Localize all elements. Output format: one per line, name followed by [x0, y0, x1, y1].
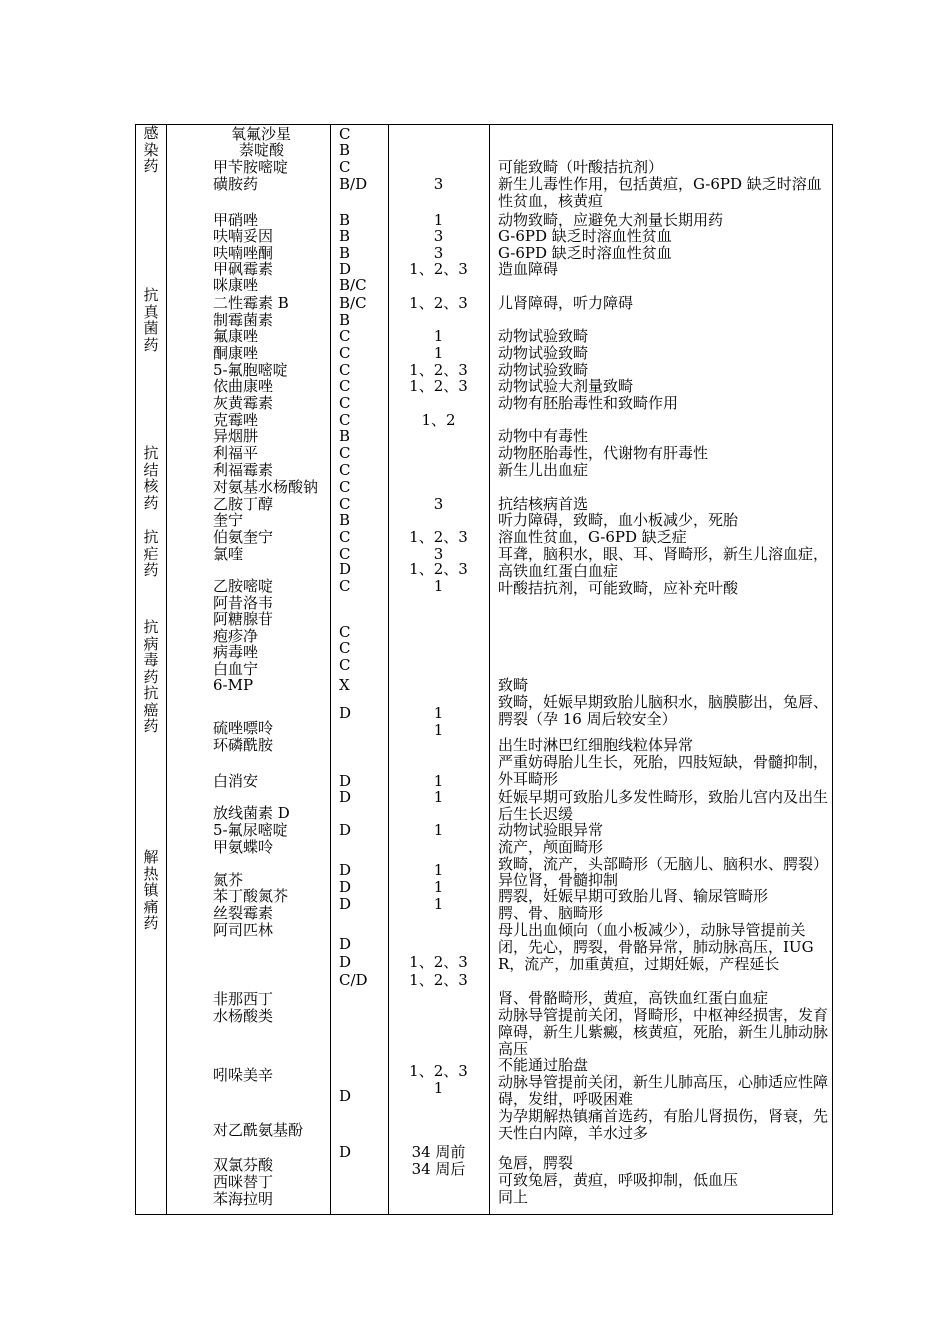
- fda-grade: X: [339, 676, 350, 694]
- adverse-effect-note: G-6PD 缺乏时溶血性贫血: [498, 227, 672, 245]
- fda-grade: C: [339, 377, 351, 395]
- pregnancy-stage: 1: [433, 721, 444, 739]
- fda-grade: D: [339, 260, 352, 278]
- pregnancy-stage: 1: [433, 211, 444, 229]
- fda-grade: D: [339, 953, 352, 971]
- drug-name: 5-氟胞嘧啶: [213, 361, 288, 379]
- adverse-effect-note: 听力障碍，致畸，血小板减少，死胎: [498, 511, 739, 529]
- drug-name: 环磷酰胺: [213, 736, 274, 754]
- adverse-effect-note: 肾、骨骼畸形，黄疸，高铁血红蛋白血症: [498, 989, 769, 1007]
- fda-grade: B: [339, 311, 351, 329]
- pregnancy-stage: 1: [433, 861, 444, 879]
- drug-name: 疱疹净: [213, 627, 259, 645]
- fda-grade: C: [339, 158, 351, 176]
- drug-name: 水杨酸类: [213, 1007, 274, 1025]
- adverse-effect-note: 动物试验大剂量致畸: [498, 377, 634, 395]
- fda-grade: C/D: [339, 971, 368, 989]
- pregnancy-stage: 1、2: [421, 411, 456, 429]
- pregnancy-stage: 1、2、3: [409, 260, 468, 278]
- fda-grade: C: [339, 639, 351, 657]
- drug-name: 6-MP: [213, 676, 254, 694]
- fda-grade: C: [339, 394, 351, 412]
- fda-grade: D: [339, 1143, 352, 1161]
- fda-grade: C: [339, 361, 351, 379]
- pregnancy-stage: 3: [433, 244, 444, 262]
- adverse-effect-note: 为孕期解热镇痛首选药，有胎儿肾损伤，肾衰，先天性白内障，羊水过多: [498, 1107, 829, 1142]
- pregnancy-stage: 1、2、3: [409, 361, 468, 379]
- drug-name: 甲苄胺嘧啶: [213, 158, 289, 176]
- category-label: 解热镇痛药: [143, 848, 159, 932]
- drug-name: 氧氟沙星: [231, 125, 292, 143]
- adverse-effect-note: 出生时淋巴红细胞线粒体异常: [498, 736, 694, 754]
- pregnancy-stage: 1、2、3: [409, 528, 468, 546]
- drug-name: 奎宁: [213, 511, 244, 529]
- drug-name: 乙胺丁醇: [213, 495, 274, 513]
- drug-name: 硫唑嘌呤: [213, 719, 274, 737]
- fda-grade: D: [339, 878, 352, 896]
- adverse-effect-note: 动物中有毒性: [498, 427, 589, 445]
- pregnancy-stage: 1: [433, 788, 444, 806]
- adverse-effect-note: 动物试验致畸: [498, 327, 589, 345]
- pregnancy-stage: 34 周后: [411, 1160, 466, 1178]
- fda-grade: B: [339, 211, 351, 229]
- drug-name: 对乙酰氨基酚: [213, 1121, 304, 1139]
- fda-grade: C: [339, 528, 351, 546]
- drug-name: 5-氟尿嘧啶: [213, 821, 288, 839]
- adverse-effect-note: 新生儿出血症: [498, 461, 589, 479]
- adverse-effect-note: 动物试验致畸: [498, 361, 589, 379]
- adverse-effect-note: 致畸，流产，头部畸形（无脑儿、脑积水、腭裂）: [498, 855, 829, 873]
- category-label: 抗真菌药: [143, 286, 159, 354]
- adverse-effect-note: G-6PD 缺乏时溶血性贫血: [498, 244, 672, 262]
- drug-name: 制霉菌素: [213, 311, 274, 329]
- adverse-effect-note: 叶酸拮抗剂，可能致畸，应补充叶酸: [498, 579, 739, 597]
- pregnancy-stage: 1: [433, 821, 444, 839]
- fda-grade: D: [339, 704, 352, 722]
- drug-name-column: [166, 125, 330, 1214]
- adverse-effect-note: 动脉导管提前关闭，肾畸形，中枢神经损害，发育障碍，新生儿紫癜，核黄疸，死胎，新生儿肺动脉高压: [498, 1006, 829, 1058]
- fda-grade: C: [339, 444, 351, 462]
- adverse-effect-note: 溶血性贫血，G-6PD 缺乏症: [498, 528, 687, 546]
- drug-name: 呋喃唑酮: [213, 244, 274, 262]
- drug-name: 氮芥: [213, 871, 244, 889]
- drug-name: 氟康唑: [213, 327, 259, 345]
- pregnancy-stage: 1: [433, 344, 444, 362]
- drug-name: 利福平: [213, 444, 259, 462]
- drug-name: 苯海拉明: [213, 1190, 274, 1208]
- adverse-effect-note: 不能通过胎盘: [498, 1056, 589, 1074]
- adverse-effect-note: 造血障碍: [498, 260, 559, 278]
- drug-name: 吲哚美辛: [213, 1066, 274, 1084]
- fda-grade: C: [339, 461, 351, 479]
- fda-grade: C: [339, 344, 351, 362]
- pregnancy-stage: 34 周前: [411, 1143, 466, 1161]
- drug-name: 伯氨奎宁: [213, 528, 274, 546]
- drug-name: 阿昔洛韦: [213, 594, 274, 612]
- fda-grade: D: [339, 772, 352, 790]
- fda-grade: D: [339, 788, 352, 806]
- fda-grade: C: [339, 411, 351, 429]
- drug-name: 白血宁: [213, 660, 259, 678]
- fda-grade: B: [339, 227, 351, 245]
- adverse-effect-note: 腭、骨、脑畸形: [498, 904, 604, 922]
- adverse-effect-note: 新生儿毒性作用，包括黄疸，G-6PD 缺乏时溶血性贫血，核黄疸: [498, 175, 822, 210]
- pregnancy-stage: 3: [433, 227, 444, 245]
- drug-name: 白消安: [213, 772, 259, 790]
- pregnancy-stage-column: [388, 125, 489, 1214]
- pregnancy-stage: 1: [433, 878, 444, 896]
- fda-grade: B: [339, 511, 351, 529]
- drug-name: 呋喃妥因: [213, 227, 274, 245]
- drug-name: 双氯芬酸: [213, 1156, 274, 1174]
- drug-name: 非那西丁: [213, 990, 274, 1008]
- drug-name: 克霉唑: [213, 411, 259, 429]
- category-column: [136, 125, 166, 1214]
- drug-name: 灰黄霉素: [213, 394, 274, 412]
- adverse-effect-note: 流产，颅面畸形: [498, 838, 604, 856]
- drug-name: 对氨基水杨酸钠: [213, 478, 319, 496]
- adverse-effect-note: 耳聋，脑积水，眼、耳、肾畸形，新生儿溶血症，高铁血红蛋白血症: [498, 545, 829, 580]
- adverse-effect-note: 妊娠早期可致胎儿多发性畸形，致胎儿宫内及出生后生长迟缓: [498, 788, 829, 823]
- drug-name: 咪康唑: [213, 276, 259, 294]
- drug-name: 二性霉素 B: [213, 294, 289, 312]
- adverse-effect-note: 动物试验眼异常: [498, 821, 604, 839]
- drug-name: 磺胺药: [213, 175, 259, 193]
- drug-name: 依曲康唑: [213, 377, 274, 395]
- adverse-effect-note: 儿肾障碍，听力障碍: [498, 294, 634, 312]
- drug-name: 萘啶酸: [239, 141, 285, 159]
- adverse-effect-note: 母儿出血倾向（血小板减少），动脉导管提前关闭，先心，腭裂，骨骼异常，肺动脉高压，IUGR，流产，加重黄疸，过期妊娠，产程延长: [498, 921, 814, 973]
- pregnancy-stage: 1: [433, 327, 444, 345]
- category-label: 抗癌药: [143, 684, 159, 735]
- drug-name: 氯喹: [213, 545, 244, 563]
- fda-grade: C: [339, 327, 351, 345]
- adverse-effect-column: [489, 125, 834, 1214]
- fda-grade: C: [339, 623, 351, 641]
- fda-grade: C: [339, 478, 351, 496]
- adverse-effect-note: 可致兔唇，黄疸，呼吸抑制，低血压: [498, 1171, 739, 1189]
- adverse-effect-note: 动物胚胎毒性，代谢物有肝毒性: [498, 444, 709, 462]
- pregnancy-stage: 1: [433, 895, 444, 913]
- adverse-effect-note: 严重妨碍胎儿生长，死胎，四肢短缺，骨髓抑制，外耳畸形: [498, 753, 829, 788]
- pregnancy-stage: 1、2、3: [409, 294, 468, 312]
- adverse-effect-note: 同上: [498, 1188, 529, 1206]
- drug-name: 病毒唑: [213, 643, 259, 661]
- pregnancy-stage: 3: [433, 175, 444, 193]
- pregnancy-stage: 1、2、3: [409, 1062, 468, 1080]
- adverse-effect-note: 动脉导管提前关闭，新生儿肺高压，心肺适应性障碍，发绀，呼吸困难: [498, 1073, 829, 1108]
- adverse-effect-note: 腭裂，妊娠早期可致胎儿肾、输尿管畸形: [498, 887, 769, 905]
- fda-grade: C: [339, 656, 351, 674]
- adverse-effect-note: 致畸: [498, 676, 529, 694]
- pregnancy-stage: 1、2、3: [409, 971, 468, 989]
- fda-grade: C: [339, 577, 351, 595]
- drug-name: 甲砜霉素: [213, 260, 274, 278]
- fda-grade-column: [330, 125, 388, 1214]
- drug-name: 甲氨蝶呤: [213, 838, 274, 856]
- drug-name: 甲硝唑: [213, 211, 259, 229]
- pregnancy-stage: 1: [433, 772, 444, 790]
- drug-name: 放线菌素 D: [213, 804, 290, 822]
- fda-grade: B: [339, 427, 351, 445]
- drug-safety-table: [135, 124, 833, 1215]
- adverse-effect-note: 动物试验致畸: [498, 344, 589, 362]
- fda-grade: D: [339, 935, 352, 953]
- pregnancy-stage: 3: [433, 545, 444, 563]
- category-label: 感染药: [143, 124, 159, 175]
- fda-grade: C: [339, 125, 351, 143]
- fda-grade: D: [339, 1087, 352, 1105]
- drug-name: 西咪替丁: [213, 1173, 274, 1191]
- drug-name: 异烟肼: [213, 427, 259, 445]
- adverse-effect-note: 致畸，妊娠早期致胎儿脑积水，脑膜膨出，兔唇、腭裂（孕 16 周后较安全）: [498, 693, 829, 728]
- fda-grade: B/D: [339, 175, 368, 193]
- drug-name: 苯丁酸氮芥: [213, 887, 289, 905]
- fda-grade: C: [339, 495, 351, 513]
- drug-name: 酮康唑: [213, 344, 259, 362]
- drug-name: 乙胺嘧啶: [213, 577, 274, 595]
- fda-grade: B: [339, 244, 351, 262]
- fda-grade: D: [339, 861, 352, 879]
- pregnancy-stage: 1: [433, 577, 444, 595]
- adverse-effect-note: 兔唇，腭裂: [498, 1154, 574, 1172]
- adverse-effect-note: 动物致畸，应避免大剂量长期用药: [498, 211, 724, 229]
- fda-grade: D: [339, 821, 352, 839]
- fda-grade: B/C: [339, 276, 367, 294]
- adverse-effect-note: 抗结核病首选: [498, 495, 589, 513]
- fda-grade: D: [339, 560, 352, 578]
- fda-grade: C: [339, 545, 351, 563]
- category-label: 抗疟药: [143, 528, 159, 579]
- category-label: 抗病毒药: [143, 618, 159, 686]
- drug-name: 阿司匹林: [213, 921, 274, 939]
- fda-grade: D: [339, 895, 352, 913]
- adverse-effect-note: 异位肾，骨髓抑制: [498, 871, 619, 889]
- category-label: 抗结核药: [143, 444, 159, 512]
- fda-grade: B: [339, 141, 351, 159]
- pregnancy-stage: 1、2、3: [409, 560, 468, 578]
- pregnancy-stage: 3: [433, 495, 444, 513]
- adverse-effect-note: 动物有胚胎毒性和致畸作用: [498, 394, 679, 412]
- fda-grade: B/C: [339, 294, 367, 312]
- drug-name: 利福霉素: [213, 461, 274, 479]
- pregnancy-stage: 1、2、3: [409, 377, 468, 395]
- drug-name: 阿糖腺苷: [213, 610, 274, 628]
- pregnancy-stage: 1: [433, 704, 444, 722]
- pregnancy-stage: 1、2、3: [409, 953, 468, 971]
- drug-name: 丝裂霉素: [213, 904, 274, 922]
- pregnancy-stage: 1: [433, 1079, 444, 1097]
- adverse-effect-note: 可能致畸（叶酸拮抗剂）: [498, 158, 664, 176]
